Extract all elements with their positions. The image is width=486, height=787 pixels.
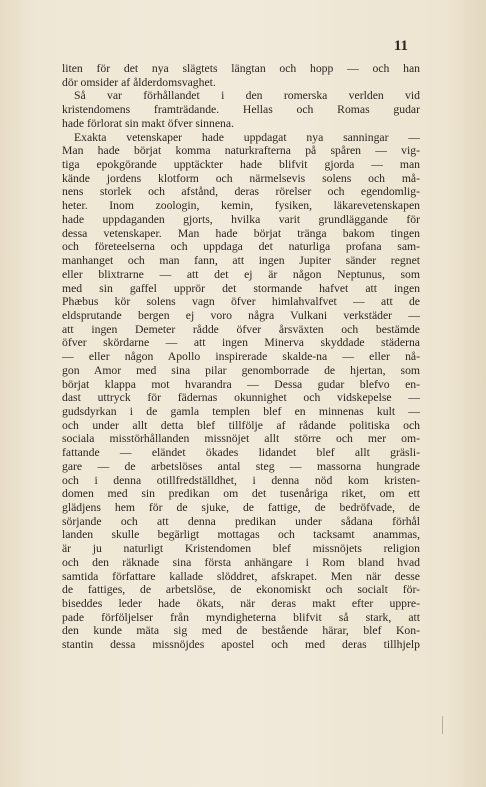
text-line: börjat klappa mot hvarandra — Dessa gudar blefvo en- xyxy=(62,377,420,391)
text-line: hade uppdaganden gjorts, hvilka varit grundläggande för xyxy=(62,212,420,226)
text-line: kristendomens framträdande. Hellas och Romas gudar xyxy=(62,103,420,117)
text-line: de fattiges, de arbetslöse, de ekonomiskt och socialt för- xyxy=(62,583,420,597)
text-line: och under allt detta blef tillfölje af rådande politiska och xyxy=(62,418,420,432)
text-line: samtida författare kallade slöddret, afskrapet. Men när desse xyxy=(62,569,420,583)
text-line: att ingen Demeter rådde öfver årsväxten och bestämde xyxy=(62,322,420,336)
text-line: hade förlorat sin makt öfver sinnena. xyxy=(62,116,235,130)
text-line: sociala misstörhållanden missnöjet allt större och mer om- xyxy=(62,432,420,446)
text-line: kände jordens klotform och närmelsevis solens och må- xyxy=(62,171,420,185)
text-line: heter. Inom zoologin, kemin, fysiken, läkarevetenskapen xyxy=(62,199,420,213)
text-line: domen med sin predikan om det tusenåriga riket, om ett xyxy=(62,487,420,501)
text-line: och företeelserna och uppdaga det naturliga profana sam- xyxy=(62,240,420,254)
text-line: — eller någon Apollo inspirerade skalde-na — eller nå- xyxy=(62,350,420,364)
text-line: Man hade börjat komma naturkrafterna på spåren — vig- xyxy=(62,144,420,158)
text-line: gon Amor med sina pilar genomborrade de hjertan, som xyxy=(62,363,420,377)
text-line: Phæbus kör solens vagn öfver himlahvalfvet — att de xyxy=(62,295,420,309)
text-line: pade förföljelser från myndigheterna blifvit så stark, att xyxy=(62,610,420,624)
text-line: Så var förhållandet i den romerska verlden vid xyxy=(74,89,420,103)
text-line: är ju naturligt Kristendomen blef missnöjets religion xyxy=(62,542,420,556)
text-line: med sin gaffel upprör det stormande hafvet att ingen xyxy=(62,281,420,295)
text-line: landen skulle begärligt mottagas och tacksamt anammas, xyxy=(62,528,420,542)
text-line: liten för det nya slägtets längtan och hopp — och han xyxy=(62,62,420,75)
text-line: gudsdyrkan i de gamla templen blef en minnenas kult — xyxy=(62,404,420,418)
text-line: glädjens hem för de sjuke, de fattige, de bedröfvade, de xyxy=(62,501,420,514)
text-line: dessa vetenskaper. Man hade börjat tränga bakom tingen xyxy=(62,226,420,240)
text-line: eller blixtrarne — att det ej är någon Neptunus, som xyxy=(62,267,420,281)
margin-mark xyxy=(442,716,443,734)
page-number: 11 xyxy=(393,38,408,54)
text-line: Exakta vetenskaper hade uppdagat nya sanningar — xyxy=(74,130,420,144)
text-line: öfver skördarne — att ingen Minerva skyddade städerna xyxy=(62,336,420,350)
text-line: sörjande och att denna predikan under sådana förhål xyxy=(62,514,420,528)
text-line: fattande — eländet ökades lidandet blef allt gräsli- xyxy=(62,446,420,460)
text-line: stantin dessa missnöjdes apostel och med deras tillhjelp xyxy=(62,638,420,652)
text-line: tiga epokgörande upptäckter hade blifvit gjorda — man xyxy=(62,158,420,172)
text-line: eldsprutande bergen ej voro några Vulkani verkstäder — xyxy=(62,308,420,322)
text-line: dast uttryck för fädernas okunnighet och vidskepelse — xyxy=(62,391,420,405)
text-line: manhanget och man fann, att ingen Jupiter sänder regnet xyxy=(62,254,420,268)
text-line: biseddes leder hade ökats, när deras makt efter uppre- xyxy=(62,597,420,611)
body-text xyxy=(62,62,420,652)
text-line: den kunde mäta sig med de bestående härar, blef Kon- xyxy=(62,624,420,638)
text-line: och i denna otillfredställdhet, i denna nöd kom kristen- xyxy=(62,473,420,487)
text-line: dör omsider af ålderdomsvaghet. xyxy=(62,75,216,89)
text-line: och den räknade sina första anhängare i Rom bland hvad xyxy=(62,555,420,569)
text-line: gare — de arbetslöses antal steg — massorna hungrade xyxy=(62,459,420,473)
text-line: nens storlek och afstånd, deras rörelser och egendomlig- xyxy=(62,185,420,199)
